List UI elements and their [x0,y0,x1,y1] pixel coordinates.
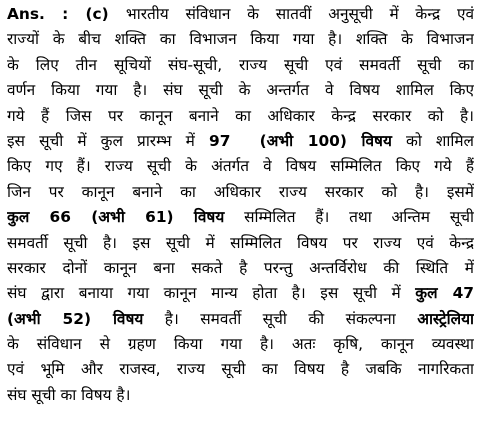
text-line [7,357,474,382]
bold-text-segment: Ans. : (c) [7,5,126,23]
text-segment: के संविधान से ग्रहण किया गया है। अतः कृषि, कानून व्यवस्था [7,335,474,354]
bold-text-segment: आस्ट्रेलिया [417,309,474,328]
text-line [7,281,474,306]
bold-text-segment: 97 (अभी 100) विषय [208,131,392,150]
text-line [7,383,474,408]
text-line [7,256,474,281]
text-segment: राज्यों के बीच शक्ति का विभाजन किया गया है। शक्ति के विभाजन [7,30,474,49]
text-line [7,53,474,78]
text-segment: भारतीय संविधान के सातवीं अनुसूची में केन्द्र एवं [125,5,474,23]
text-segment: संघ द्वारा बनाया गया कानून मान्य होता है। इस सूची में [7,284,416,303]
text-line [7,154,474,179]
text-segment: है। समवर्ती सूची की संकल्पना [143,309,418,328]
text-line [7,332,474,357]
text-line [7,307,474,332]
text-line [7,78,474,103]
text-segment: वर्णन किया गया है। संघ सूची के अन्तर्गत वे विषय शामिल किए [7,81,474,100]
text-line [7,180,474,205]
text-segment: को शामिल [391,131,474,150]
text-segment: गये हैं जिस पर कानून बनाने का अधिकार केन्द्र सरकार को है। [7,106,474,125]
text-segment: सम्मिलित हैं। तथा अन्तिम सूची [224,208,474,227]
text-line [7,205,474,230]
text-segment: सरकार दोनों कानून बना सकते है परन्तु अन्तर्विरोध की स्थिति में [7,258,474,277]
text-line [7,104,474,129]
text-segment: संघ सूची का विषय है। [7,385,131,404]
text-segment: जिन पर कानून बनाने का अधिकार राज्य सरकार को है। इसमें [7,182,474,201]
answer-paragraph [7,2,474,408]
text-segment: समवर्ती सूची है। इस सूची में सम्मिलित विषय पर राज्य एवं केन्द्र [7,233,474,252]
text-line [7,2,474,27]
bold-text-segment: (अभी 52) विषय [7,309,144,328]
text-line [7,27,474,52]
text-segment: किए गए हैं। राज्य सूची के अंतर्गत वे विषय सम्मिलित किए गये हैं [7,157,474,176]
text-segment: इस सूची में कुल प्रारम्भ में [7,131,209,150]
bold-text-segment: कुल 47 [415,284,474,303]
text-line [7,129,474,154]
text-line [7,231,474,256]
bold-text-segment: कुल 66 (अभी 61) विषय [7,208,225,227]
text-segment: एवं भूमि और राजस्व, राज्य सूची का विषय है जबकि नागरिकता [7,360,474,379]
text-segment: के लिए तीन सूचियों संघ-सूची, राज्य सूची एवं समवर्ती सूची का [7,55,474,74]
